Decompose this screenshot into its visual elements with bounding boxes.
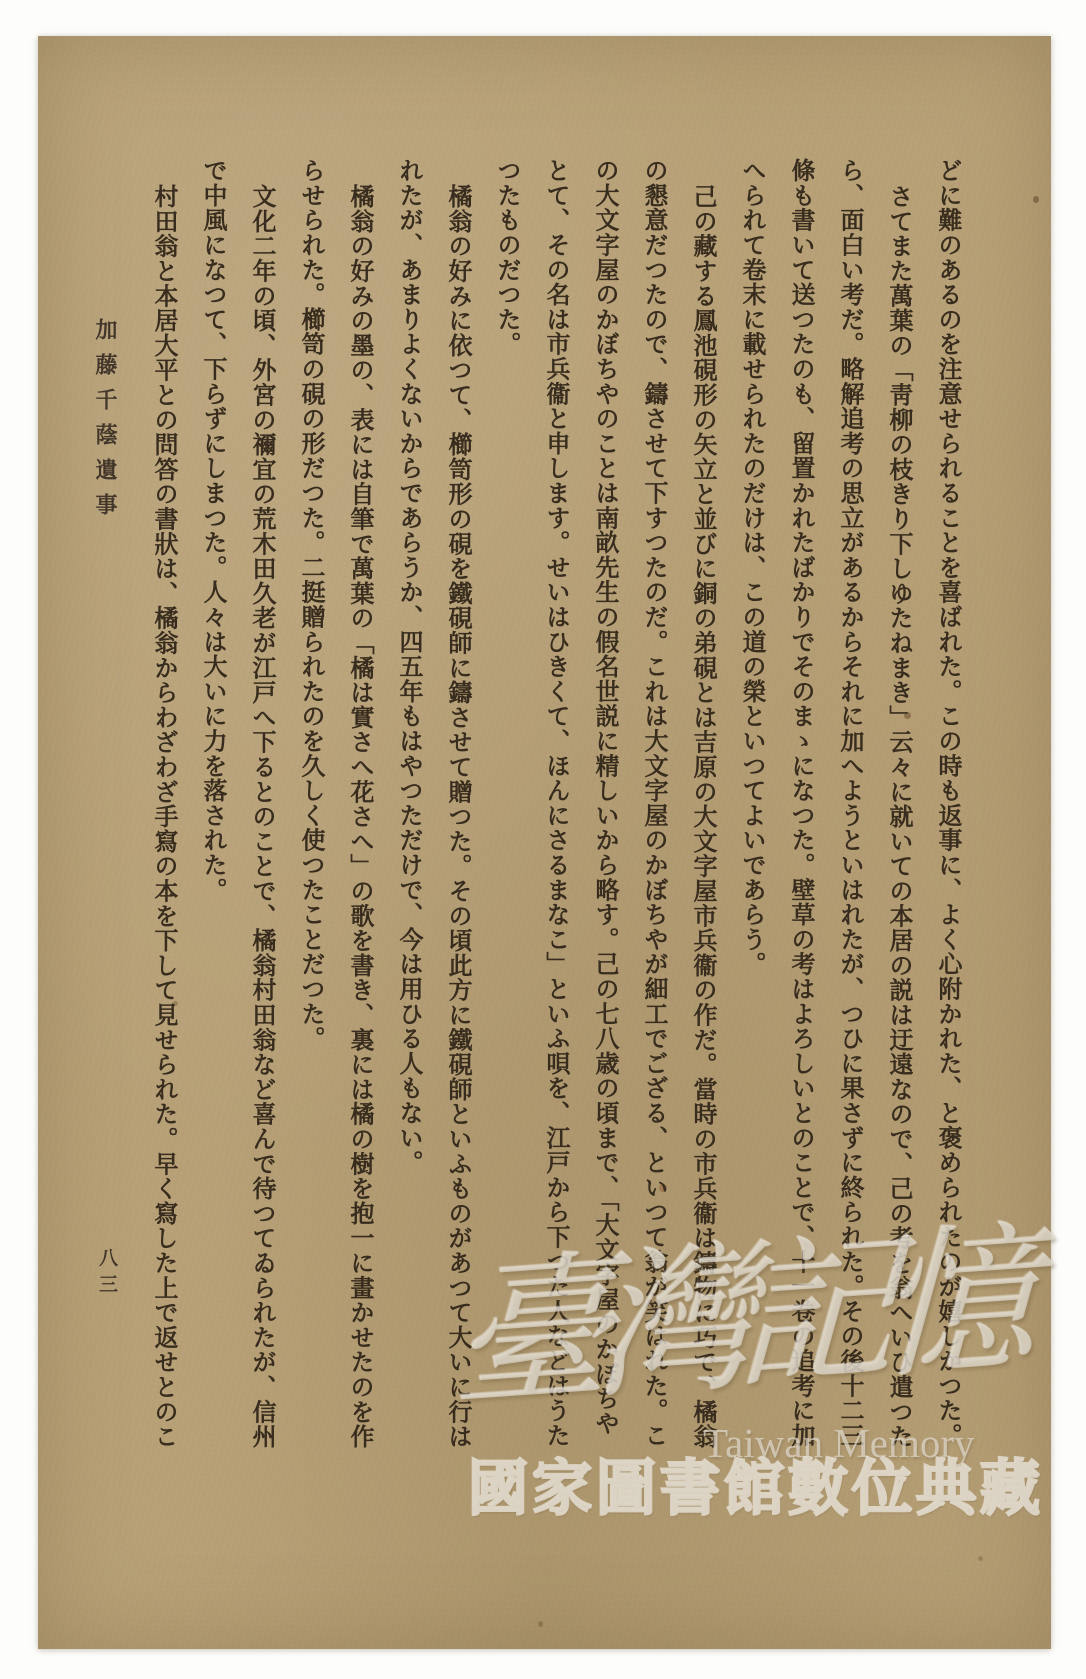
text-column: の大文字屋のかぼちやのことは南畝先生の假名世説に精しいから略す。己の七八歳の頃まで、「大文字屋のかぼちや [591, 158, 617, 1436]
text-column: 文化二年の頃、外宮の禰宜の荒木田久老が江戸へ下るとのことで、橘翁村田翁など喜んで待つてゐられたが、信州 [248, 184, 274, 1449]
text-column: 條も書いて送つたのも、留置かれたばかりでそのまゝになつた。壁草の考はよろしいとのことで、十一卷の追考に加 [787, 158, 813, 1448]
watermark-latin-text: Taiwan Memory [703, 1420, 975, 1466]
text-column: つたものだつた。 [493, 158, 519, 357]
page-number: 八三 [96, 1248, 117, 1300]
text-column: へられて卷末に載せられたのだけは、この道の榮といつてよいであらう。 [738, 158, 764, 977]
text-column: の懇意だつたので、鑄させて下すつたのだ。これは大文字屋のかぼちやが細工でござる、といつて翁が笑はれた。こ [640, 158, 666, 1448]
paper-speck [1033, 196, 1039, 203]
watermark-calligraphy: 臺灣記憶 [449, 1210, 1023, 1430]
text-column: 村田翁と本居大平との問答の書狀は、橘翁からわざわざ手寫の本を下して見せられた。早く寫した上で返せとのこ [150, 184, 176, 1449]
text-column: 己の藏する鳳池硯形の矢立と並びに銅の弟硯とは吉原の大文字屋市兵衞の作だ。當時の市兵衞は鑄物に巧で、橘翁 [689, 184, 715, 1449]
text-column: 橘翁の好みに依つて、櫛笥形の硯を鐵硯師に鑄させて贈つた。その頃此方に鐵硯師といふものがあつて大いに行は [444, 184, 470, 1449]
text-column: 橘翁の好みの墨の、表には自筆で萬葉の「橘は實さへ花さへ」の歌を書き、裏には橘の樹を抱一に畫かせたのを作 [346, 184, 372, 1449]
text-column: で中風になつて、下らずにしまつた。人々は大いに力を落された。 [199, 158, 225, 902]
paper-speck [538, 1621, 543, 1627]
watermark-library-name: 國家圖書館數位典藏 [468, 1456, 1044, 1522]
text-column: ら、面白い考だ。略解追考の思立があるからそれに加へようといはれたが、つひに果さずに終られた。その後十二三 [836, 158, 862, 1448]
text-column: れたが、あまりよくないからであらうか、四五年もはやつただけで、今は用ひる人もない。 [395, 158, 421, 1175]
paper-speck [978, 1556, 983, 1561]
text-column: どに難のあるのを注意せられることを喜ばれた。この時も返事に、よく心附かれた、と褒められたのが嬉しかつた。 [934, 158, 960, 1448]
running-title: 加藤千蔭遺事 [93, 318, 118, 528]
text-column: らせられた。櫛笥の硯の形だつた。二挺贈られたのを久しく使つたことだつた。 [297, 158, 323, 1051]
text-column: とて、その名は市兵衞と申します。せいはひきくて、ほんにさるまなこ」といふ唄を、江戸から下つた人などはうた [542, 158, 568, 1448]
page-text [137, 158, 971, 1463]
text-column: さてまた萬葉の「靑柳の枝きり下しゆたねまき」云々に就いての本居の説は迂遠なので、己の考を翁へいひ遣つた [885, 184, 911, 1449]
